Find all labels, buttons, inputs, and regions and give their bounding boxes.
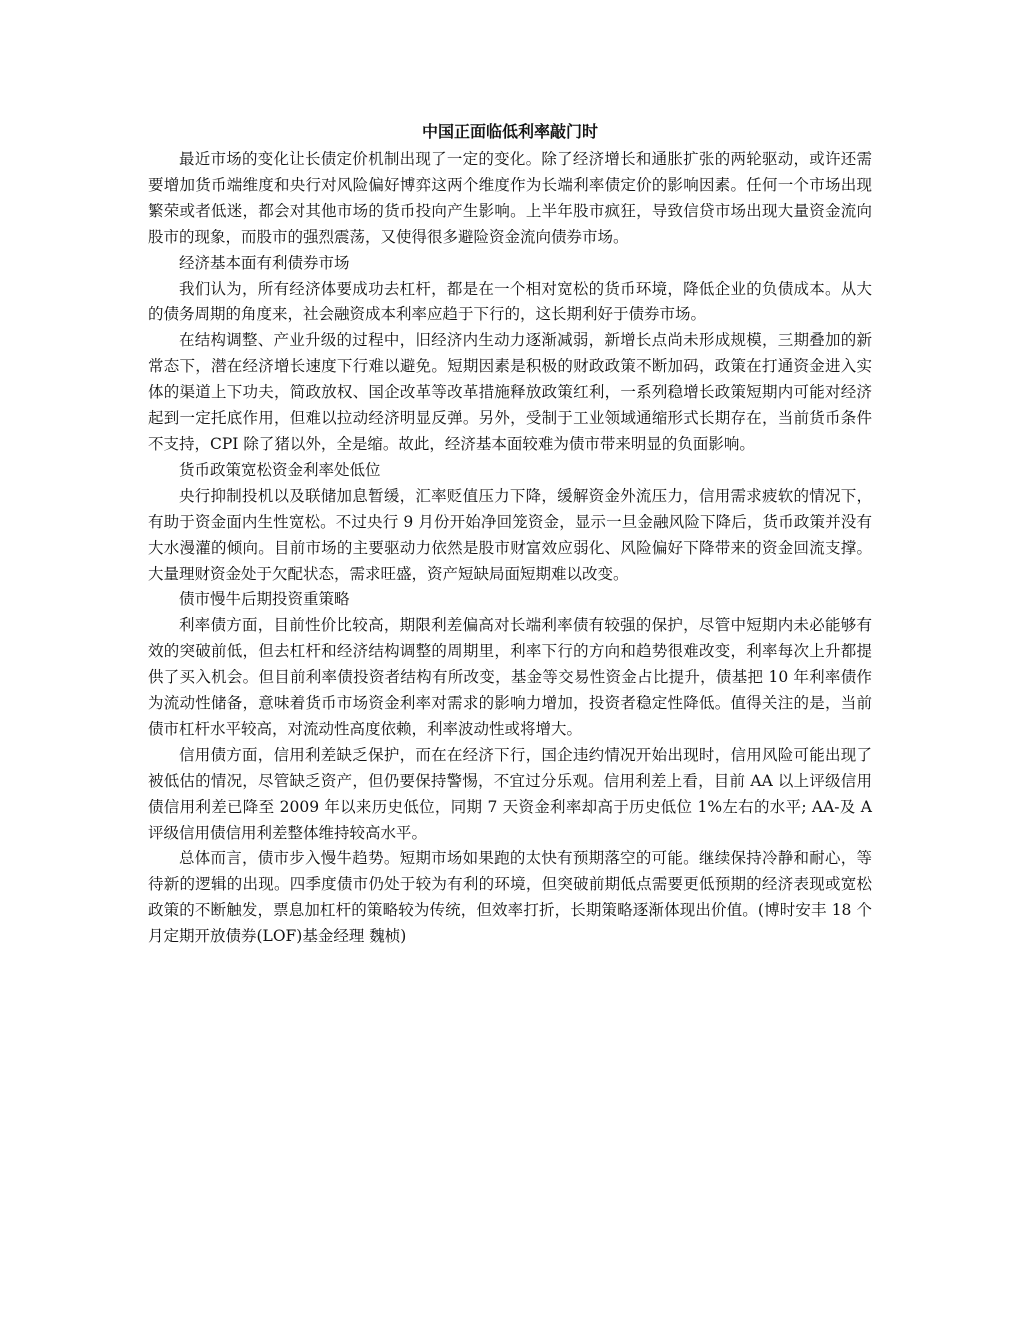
- document-page: [148, 117, 872, 950]
- document-title: 中国正面临低利率敲门时: [421, 122, 598, 141]
- section-heading-strategy: 债市慢牛后期投资重策略: [179, 590, 350, 609]
- paragraph-rate-bonds: 利率债方面，目前性价比较高，期限利差偏高对长端利率债有较强的保护，尽管中短期内未必能够有效的突破前低，但去杠杆和经济结构调整的周期里，利率下行的方向和趋势很难改变，利率每次上升都提供了买入机会。但目前利率债投资者结构有所改变，基金等交易性资金占比提升，债基把 10 年利率债作为流动性储备，意味着货币市场资金利率对需求的影响力增加，投资者稳定性降低。值得关注的是，当前债市杠杆水平较高，对流动性高度依赖，利率波动性或将增大。: [148, 616, 872, 738]
- paragraph-deleveraging: 我们认为，所有经济体要成功去杠杆，都是在一个相对宽松的货币环境，降低企业的负债成本。从大的债务周期的角度来，社会融资成本利率应趋于下行的，这长期利好于债券市场。: [148, 279, 872, 324]
- section-heading-economy: 经济基本面有利债券市场: [179, 253, 350, 272]
- paragraph-central-bank: 央行抑制投机以及联储加息暂缓，汇率贬值压力下降，缓解资金外流压力，信用需求疲软的情况下，有助于资金面内生性宽松。不过央行 9 月份开始净回笼资金，显示一旦金融风险下降后，货币政策并没有大水漫灌的倾向。目前市场的主要驱动力依然是股市财富效应弱化、风险偏好下降带来的资金回流支撑。大量理财资金处于欠配状态，需求旺盛，资产短缺局面短期难以改变。: [148, 486, 872, 583]
- paragraph-structural-adjustment: 在结构调整、产业升级的过程中，旧经济内生动力逐渐减弱，新增长点尚未形成规模，三期叠加的新常态下，潜在经济增长速度下行难以避免。短期因素是积极的财政政策不断加码，政策在打通资金进入实体的渠道上下功夫，简政放权、国企改革等改革措施释放政策红利，一系列稳增长政策短期内可能对经济起到一定托底作用，但难以拉动经济明显反弹。另外，受制于工业领域通缩形式长期存在，当前货币条件不支持，CPI 除了猪以外，全是缩。故此，经济基本面较难为债市带来明显的负面影响。: [148, 331, 872, 453]
- paragraph-conclusion: 总体而言，债市步入慢牛趋势。短期市场如果跑的太快有预期落空的可能。继续保持冷静和耐心，等待新的逻辑的出现。四季度债市仍处于较为有利的环境，但突破前期低点需要更低预期的经济表现或宽松政策的不断触发，票息加杠杆的策略较为传统，但效率打折，长期策略逐渐体现出价值。(博时安丰 18 个月定期开放债券(LOF)基金经理 魏桢): [148, 849, 872, 946]
- section-heading-monetary-policy: 货币政策宽松资金利率处低位: [179, 460, 381, 479]
- paragraph-credit-bonds: 信用债方面，信用利差缺乏保护，而在在经济下行，国企违约情况开始出现时，信用风险可能出现了被低估的情况，尽管缺乏资产，但仍要保持警惕，不宜过分乐观。信用利差上看，目前 AA 以上评级信用债信用利差已降至 2009 年以来历史低位，同期 7 天资金利率却高于历史低位 1%左右的水平; AA-及 A 评级信用债信用利差整体维持较高水平。: [148, 745, 872, 842]
- paragraph-intro: 最近市场的变化让长债定价机制出现了一定的变化。除了经济增长和通胀扩张的两轮驱动，或许还需要增加货币端维度和央行对风险偏好博弈这两个维度作为长端利率债定价的影响因素。任何一个市场出现繁荣或者低迷，都会对其他市场的货币投向产生影响。上半年股市疯狂，导致信贷市场出现大量资金流向股市的现象，而股市的强烈震荡，又使得很多避险资金流向债券市场。: [148, 150, 872, 246]
